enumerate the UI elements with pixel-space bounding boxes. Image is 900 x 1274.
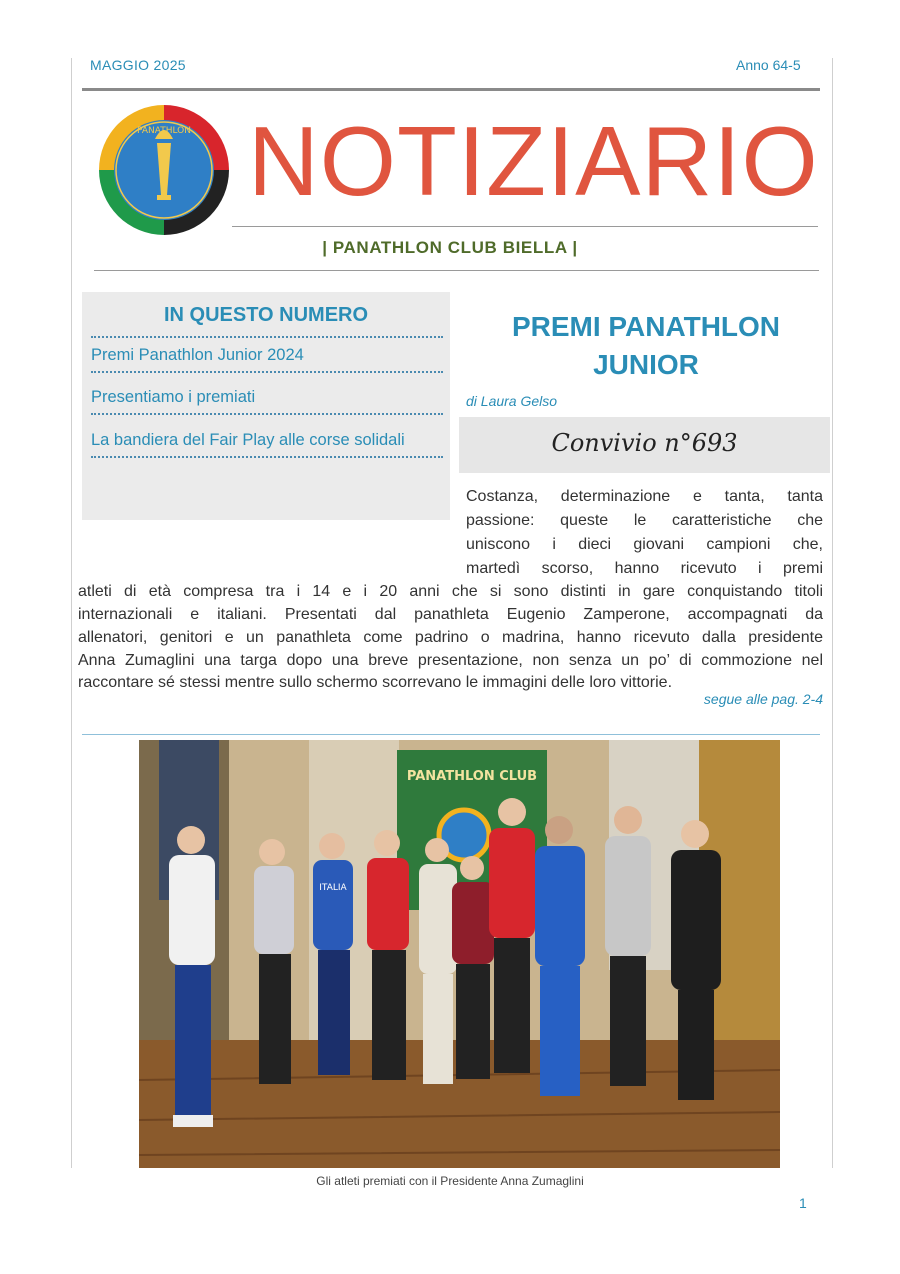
article-text-line: Anna Zumaglini una targa dopo una breve presentazione, non senza un po’ di commozione nel — [78, 652, 823, 669]
left-margin-line — [71, 58, 72, 1168]
photo-rule — [82, 734, 820, 735]
panathlon-logo — [97, 103, 231, 237]
toc-item[interactable]: La bandiera del Fair Play alle corse solidali — [91, 431, 443, 458]
top-rule — [82, 88, 820, 91]
article-title-line: JUNIOR — [593, 349, 699, 380]
toc-title: IN QUESTO NUMERO — [163, 304, 369, 326]
article-text-line: internazionali e italiani. Presentati dal panathleta Eugenio Zamperone, accompagnati da — [78, 606, 823, 623]
article-title-line: PREMI PANATHLON — [511, 311, 781, 342]
toc-item[interactable]: Premi Panathlon Junior 2024 — [91, 346, 443, 373]
article-text-line: atleti di età compresa tra i 14 e i 20 anni che si sono distinti in gare conquistando titoli — [78, 583, 823, 600]
shirt-text: ITALIA — [319, 883, 347, 893]
club-rule — [94, 270, 819, 271]
article-byline: di Laura Gelso — [466, 393, 558, 409]
article-text-line: passione: queste le caratteristiche che — [466, 512, 823, 529]
issue-number: Anno 64-5 — [736, 57, 801, 73]
table-of-contents — [82, 292, 450, 520]
article-text-line: allenatori, genitori e un panathleta come padrino o madrina, hanno ricevuto dalla presidente — [78, 629, 823, 646]
convivio-box — [459, 417, 830, 473]
toc-item[interactable]: Presentiamo i premiati — [91, 388, 443, 415]
photo-caption: Gli atleti premiati con il Presidente Anna Zumaglini — [316, 1174, 584, 1188]
article-text-line: raccontare sé stessi mentre sullo schermo scorrevano le immagini delle loro vittorie. — [78, 674, 673, 691]
convivio-label: Convivio n°693 — [551, 429, 738, 457]
club-name: | PANATHLON CLUB BIELLA | — [322, 238, 578, 257]
toc-divider — [91, 336, 443, 338]
article-text-line: Costanza, determinazione e tanta, tanta — [466, 488, 823, 505]
issue-date: MAGGIO 2025 — [90, 57, 186, 73]
group-photo — [139, 740, 780, 1168]
logo-text: PANATHLON — [137, 126, 191, 136]
article-title — [460, 308, 832, 384]
masthead-title: NOTIZIARIO — [248, 106, 819, 216]
right-margin-line — [832, 58, 833, 1168]
article-text-line: martedì scorso, hanno ricevuto i premi — [466, 560, 823, 577]
continued-link[interactable]: segue alle pag. 2-4 — [703, 691, 823, 707]
page-number: 1 — [799, 1195, 807, 1211]
banner-text: PANATHLON CLUB — [406, 769, 538, 784]
masthead-rule — [232, 226, 818, 227]
article-text-line: uniscono i dieci giovani campioni che, — [466, 536, 823, 553]
